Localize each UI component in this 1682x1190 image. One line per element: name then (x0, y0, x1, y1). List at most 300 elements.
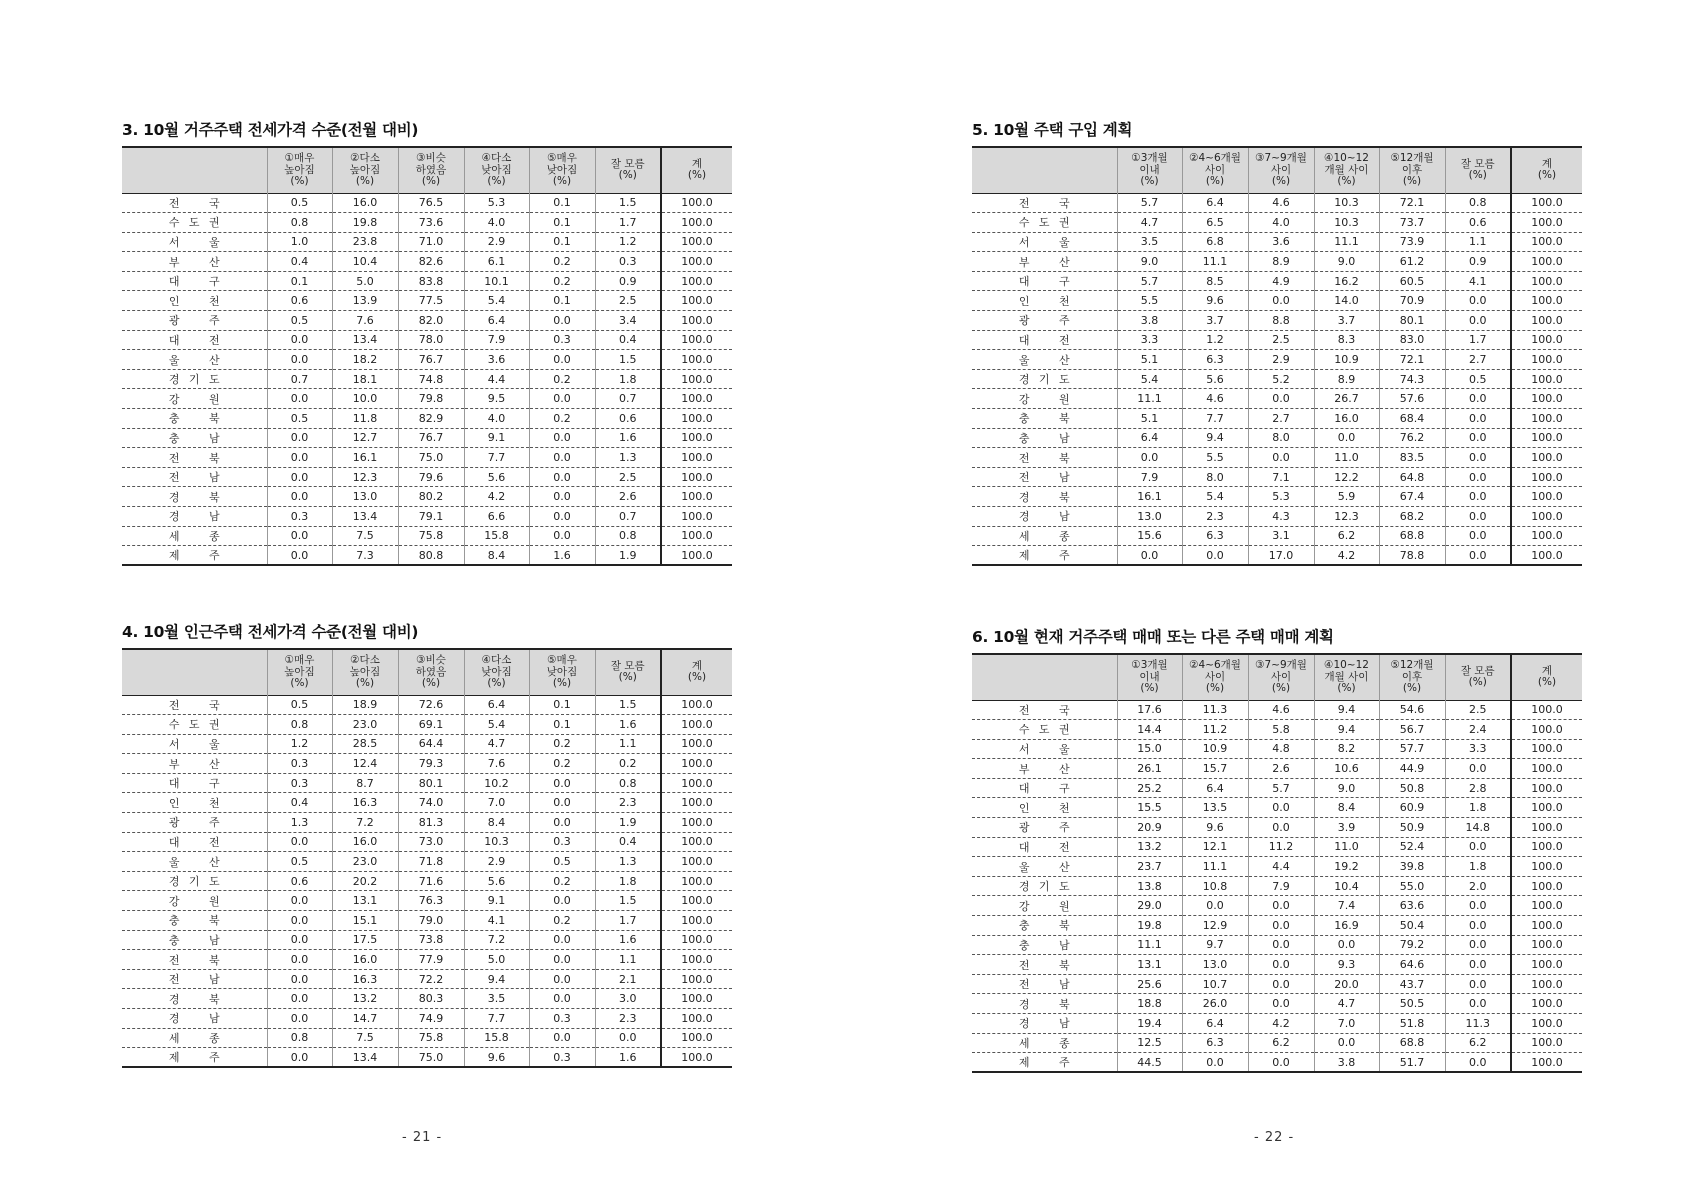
region-cell: 광 주 (972, 818, 1117, 838)
table-row (122, 852, 732, 872)
value-cell: 100.0 (661, 409, 732, 429)
region-cell: 강 원 (972, 896, 1117, 916)
value-cell: 0.0 (267, 448, 332, 468)
value-cell: 14.4 (1117, 720, 1182, 740)
region-cell: 서 울 (972, 232, 1117, 252)
value-cell: 83.5 (1379, 448, 1445, 468)
value-cell: 10.8 (1182, 876, 1248, 896)
value-cell: 0.0 (1445, 837, 1511, 857)
value-cell: 100.0 (1511, 955, 1582, 975)
value-cell: 100.0 (1511, 448, 1582, 468)
value-cell: 0.3 (267, 754, 332, 774)
value-cell: 76.7 (398, 350, 464, 370)
section-title: 6. 10월 현재 거주주택 매매 또는 다른 주택 매매 계획 (972, 628, 1334, 646)
header-cell: 잘 모름 (%) (1445, 147, 1511, 193)
value-cell: 17.0 (1248, 546, 1314, 566)
value-cell: 13.1 (332, 891, 398, 911)
region-cell: 전 남 (122, 969, 267, 989)
value-cell: 9.6 (1182, 818, 1248, 838)
value-cell: 79.3 (398, 754, 464, 774)
value-cell: 13.4 (332, 330, 398, 350)
value-cell: 8.8 (1248, 311, 1314, 331)
value-cell: 11.1 (1182, 857, 1248, 877)
value-cell: 10.9 (1182, 739, 1248, 759)
value-cell: 0.0 (1445, 526, 1511, 546)
value-cell: 6.6 (464, 507, 529, 527)
table-row (972, 330, 1582, 350)
value-cell: 10.4 (1314, 876, 1379, 896)
value-cell: 100.0 (661, 715, 732, 735)
header-cell: 잘 모름 (%) (595, 649, 661, 695)
value-cell: 0.4 (595, 832, 661, 852)
value-cell: 0.0 (1248, 389, 1314, 409)
value-cell: 15.6 (1117, 526, 1182, 546)
value-cell: 72.1 (1379, 350, 1445, 370)
value-cell: 0.0 (1445, 428, 1511, 448)
value-cell: 4.0 (1248, 213, 1314, 233)
value-cell: 76.5 (398, 193, 464, 213)
value-cell: 0.0 (1445, 467, 1511, 487)
value-cell: 1.6 (529, 546, 595, 566)
value-cell: 4.0 (464, 409, 529, 429)
value-cell: 23.0 (332, 715, 398, 735)
value-cell: 64.4 (398, 734, 464, 754)
region-cell: 전 북 (972, 448, 1117, 468)
value-cell: 0.0 (267, 350, 332, 370)
value-cell: 100.0 (661, 389, 732, 409)
value-cell: 0.0 (267, 389, 332, 409)
value-cell: 28.5 (332, 734, 398, 754)
region-cell: 세 종 (972, 1033, 1117, 1053)
value-cell: 9.3 (1314, 955, 1379, 975)
value-cell: 18.9 (332, 695, 398, 715)
value-cell: 7.2 (464, 930, 529, 950)
value-cell: 13.8 (1117, 876, 1182, 896)
value-cell: 100.0 (1511, 546, 1582, 566)
value-cell: 6.4 (1117, 428, 1182, 448)
value-cell: 3.6 (464, 350, 529, 370)
table-row (972, 1033, 1582, 1053)
header-cell: ②다소 높아짐 (%) (332, 147, 398, 193)
value-cell: 20.0 (1314, 974, 1379, 994)
value-cell: 67.4 (1379, 487, 1445, 507)
value-cell: 100.0 (1511, 857, 1582, 877)
table-row (972, 271, 1582, 291)
region-cell: 인 천 (972, 798, 1117, 818)
value-cell: 4.7 (464, 734, 529, 754)
value-cell: 17.6 (1117, 700, 1182, 720)
table-row (122, 291, 732, 311)
value-cell: 74.8 (398, 369, 464, 389)
table-row (972, 311, 1582, 331)
value-cell: 76.2 (1379, 428, 1445, 448)
value-cell: 4.1 (464, 911, 529, 931)
table-row (122, 1028, 732, 1048)
value-cell: 79.8 (398, 389, 464, 409)
region-cell: 충 북 (122, 409, 267, 429)
value-cell: 19.8 (332, 213, 398, 233)
value-cell: 1.2 (267, 734, 332, 754)
value-cell: 0.3 (529, 330, 595, 350)
table-row (972, 935, 1582, 955)
table-row (972, 487, 1582, 507)
value-cell: 3.3 (1117, 330, 1182, 350)
table-row (122, 271, 732, 291)
header-cell-region (122, 147, 267, 193)
value-cell: 0.0 (267, 526, 332, 546)
value-cell: 11.8 (332, 409, 398, 429)
value-cell: 5.4 (464, 715, 529, 735)
data-table (972, 146, 1582, 566)
value-cell: 5.3 (464, 193, 529, 213)
value-cell: 100.0 (661, 773, 732, 793)
value-cell: 0.7 (595, 507, 661, 527)
table-row (972, 526, 1582, 546)
value-cell: 100.0 (661, 487, 732, 507)
region-cell: 세 종 (122, 526, 267, 546)
value-cell: 100.0 (1511, 837, 1582, 857)
value-cell: 2.6 (1248, 759, 1314, 779)
value-cell: 100.0 (661, 969, 732, 989)
value-cell: 9.4 (464, 969, 529, 989)
value-cell: 13.4 (332, 507, 398, 527)
value-cell: 0.0 (529, 930, 595, 950)
value-cell: 82.9 (398, 409, 464, 429)
value-cell: 9.6 (464, 1048, 529, 1068)
value-cell: 2.5 (1445, 700, 1511, 720)
value-cell: 11.3 (1182, 700, 1248, 720)
region-cell: 대 전 (972, 330, 1117, 350)
value-cell: 7.1 (1248, 467, 1314, 487)
value-cell: 7.5 (332, 1028, 398, 1048)
table-row (122, 428, 732, 448)
value-cell: 0.0 (1445, 955, 1511, 975)
table-row (122, 232, 732, 252)
value-cell: 5.0 (332, 271, 398, 291)
value-cell: 0.0 (529, 891, 595, 911)
value-cell: 3.9 (1314, 818, 1379, 838)
table-row (122, 891, 732, 911)
value-cell: 0.0 (267, 487, 332, 507)
region-cell: 경 기 도 (122, 871, 267, 891)
region-cell: 강 원 (122, 389, 267, 409)
header-cell: 계 (%) (661, 649, 732, 695)
value-cell: 4.6 (1182, 389, 1248, 409)
region-cell: 부 산 (972, 252, 1117, 272)
value-cell: 5.0 (464, 950, 529, 970)
value-cell: 11.0 (1314, 837, 1379, 857)
table-row (122, 546, 732, 566)
value-cell: 4.8 (1248, 739, 1314, 759)
value-cell: 0.0 (1248, 935, 1314, 955)
value-cell: 75.0 (398, 1048, 464, 1068)
value-cell: 73.9 (1379, 232, 1445, 252)
value-cell: 82.6 (398, 252, 464, 272)
value-cell: 0.0 (267, 911, 332, 931)
value-cell: 19.4 (1117, 1014, 1182, 1034)
value-cell: 4.9 (1248, 271, 1314, 291)
value-cell: 12.4 (332, 754, 398, 774)
value-cell: 0.0 (1314, 935, 1379, 955)
value-cell: 16.0 (332, 832, 398, 852)
table-row (122, 369, 732, 389)
value-cell: 76.7 (398, 428, 464, 448)
value-cell: 0.0 (529, 969, 595, 989)
value-cell: 0.0 (1248, 955, 1314, 975)
value-cell: 10.2 (464, 773, 529, 793)
region-cell: 울 산 (972, 857, 1117, 877)
table-row (122, 734, 732, 754)
value-cell: 7.7 (464, 448, 529, 468)
value-cell: 0.1 (529, 193, 595, 213)
value-cell: 5.7 (1117, 193, 1182, 213)
value-cell: 0.0 (529, 1028, 595, 1048)
table-row (122, 989, 732, 1009)
value-cell: 12.3 (332, 467, 398, 487)
value-cell: 0.8 (595, 773, 661, 793)
table-row (972, 448, 1582, 468)
value-cell: 100.0 (1511, 271, 1582, 291)
value-cell: 0.5 (529, 852, 595, 872)
header-cell: ③비슷 하였음 (%) (398, 649, 464, 695)
value-cell: 1.6 (595, 428, 661, 448)
table-row (972, 974, 1582, 994)
value-cell: 15.0 (1117, 739, 1182, 759)
value-cell: 100.0 (1511, 720, 1582, 740)
value-cell: 75.8 (398, 1028, 464, 1048)
value-cell: 73.0 (398, 832, 464, 852)
value-cell: 2.7 (1445, 350, 1511, 370)
value-cell: 4.2 (1248, 1014, 1314, 1034)
value-cell: 7.3 (332, 546, 398, 566)
region-cell: 부 산 (972, 759, 1117, 779)
value-cell: 0.0 (1445, 759, 1511, 779)
region-cell: 수 도 권 (972, 720, 1117, 740)
value-cell: 4.2 (464, 487, 529, 507)
value-cell: 1.8 (1445, 857, 1511, 877)
value-cell: 0.0 (595, 1028, 661, 1048)
value-cell: 0.5 (267, 311, 332, 331)
value-cell: 7.2 (332, 813, 398, 833)
value-cell: 1.7 (1445, 330, 1511, 350)
value-cell: 3.6 (1248, 232, 1314, 252)
table-row (972, 428, 1582, 448)
value-cell: 100.0 (661, 526, 732, 546)
value-cell: 0.0 (1248, 291, 1314, 311)
value-cell: 100.0 (1511, 994, 1582, 1014)
value-cell: 1.8 (1445, 798, 1511, 818)
value-cell: 50.8 (1379, 778, 1445, 798)
region-cell: 제 주 (972, 546, 1117, 566)
region-cell: 광 주 (122, 813, 267, 833)
region-cell: 제 주 (122, 546, 267, 566)
value-cell: 20.2 (332, 871, 398, 891)
section-title: 4. 10월 인근주택 전세가격 수준(전월 대비) (122, 623, 419, 641)
value-cell: 0.0 (1445, 546, 1511, 566)
value-cell: 0.4 (267, 252, 332, 272)
value-cell: 8.9 (1314, 369, 1379, 389)
value-cell: 14.8 (1445, 818, 1511, 838)
region-cell: 경 북 (122, 487, 267, 507)
value-cell: 0.0 (1117, 448, 1182, 468)
value-cell: 6.4 (1182, 1014, 1248, 1034)
value-cell: 16.9 (1314, 916, 1379, 936)
value-cell: 100.0 (1511, 974, 1582, 994)
header-cell: ⑤12개월 이후 (%) (1379, 147, 1445, 193)
value-cell: 0.0 (1445, 916, 1511, 936)
value-cell: 5.3 (1248, 487, 1314, 507)
value-cell: 0.3 (529, 1009, 595, 1029)
value-cell: 0.0 (1248, 818, 1314, 838)
value-cell: 10.7 (1182, 974, 1248, 994)
value-cell: 100.0 (1511, 935, 1582, 955)
value-cell: 61.2 (1379, 252, 1445, 272)
value-cell: 0.0 (267, 930, 332, 950)
table-row (972, 193, 1582, 213)
table-row (122, 754, 732, 774)
value-cell: 1.3 (595, 852, 661, 872)
value-cell: 12.3 (1314, 507, 1379, 527)
value-cell: 100.0 (661, 428, 732, 448)
table-row (972, 291, 1582, 311)
value-cell: 12.1 (1182, 837, 1248, 857)
value-cell: 1.5 (595, 891, 661, 911)
value-cell: 51.7 (1379, 1053, 1445, 1073)
value-cell: 68.4 (1379, 409, 1445, 429)
value-cell: 50.9 (1379, 818, 1445, 838)
value-cell: 6.4 (1182, 193, 1248, 213)
value-cell: 7.4 (1314, 896, 1379, 916)
value-cell: 9.4 (1314, 720, 1379, 740)
table-row (122, 950, 732, 970)
table-row (122, 969, 732, 989)
value-cell: 0.7 (267, 369, 332, 389)
value-cell: 100.0 (1511, 311, 1582, 331)
value-cell: 100.0 (661, 369, 732, 389)
value-cell: 100.0 (1511, 213, 1582, 233)
value-cell: 11.3 (1445, 1014, 1511, 1034)
value-cell: 0.2 (529, 252, 595, 272)
header-cell-region (972, 147, 1117, 193)
value-cell: 0.0 (529, 448, 595, 468)
region-cell: 강 원 (122, 891, 267, 911)
value-cell: 100.0 (661, 271, 732, 291)
region-cell: 서 울 (122, 734, 267, 754)
value-cell: 1.9 (595, 813, 661, 833)
value-cell: 4.2 (1314, 546, 1379, 566)
value-cell: 0.0 (1445, 896, 1511, 916)
value-cell: 54.6 (1379, 700, 1445, 720)
region-cell: 전 국 (122, 193, 267, 213)
table-row (972, 876, 1582, 896)
value-cell: 0.0 (1248, 448, 1314, 468)
region-cell: 충 북 (122, 911, 267, 931)
value-cell: 23.8 (332, 232, 398, 252)
value-cell: 100.0 (661, 193, 732, 213)
header-cell: 계 (%) (661, 147, 732, 193)
value-cell: 71.0 (398, 232, 464, 252)
value-cell: 76.3 (398, 891, 464, 911)
region-cell: 경 남 (122, 1009, 267, 1029)
table-row (122, 813, 732, 833)
region-cell: 부 산 (122, 252, 267, 272)
value-cell: 11.1 (1117, 935, 1182, 955)
value-cell: 0.3 (267, 773, 332, 793)
region-cell: 대 전 (972, 837, 1117, 857)
value-cell: 10.3 (1314, 213, 1379, 233)
value-cell: 10.4 (332, 252, 398, 272)
value-cell: 72.2 (398, 969, 464, 989)
value-cell: 2.3 (595, 793, 661, 813)
value-cell: 0.0 (267, 467, 332, 487)
value-cell: 0.0 (1248, 994, 1314, 1014)
value-cell: 100.0 (661, 1048, 732, 1068)
value-cell: 2.9 (464, 852, 529, 872)
table-row (122, 409, 732, 429)
header-cell: ⑤매우 낮아짐 (%) (529, 649, 595, 695)
value-cell: 80.3 (398, 989, 464, 1009)
value-cell: 10.0 (332, 389, 398, 409)
value-cell: 7.6 (464, 754, 529, 774)
value-cell: 6.3 (1182, 526, 1248, 546)
value-cell: 13.1 (1117, 955, 1182, 975)
value-cell: 0.0 (1182, 1053, 1248, 1073)
value-cell: 69.1 (398, 715, 464, 735)
value-cell: 26.1 (1117, 759, 1182, 779)
value-cell: 7.0 (1314, 1014, 1379, 1034)
value-cell: 0.3 (267, 507, 332, 527)
value-cell: 16.3 (332, 793, 398, 813)
value-cell: 2.8 (1445, 778, 1511, 798)
region-cell: 전 남 (122, 467, 267, 487)
value-cell: 100.0 (1511, 487, 1582, 507)
value-cell: 100.0 (661, 1028, 732, 1048)
value-cell: 73.7 (1379, 213, 1445, 233)
value-cell: 100.0 (661, 350, 732, 370)
region-cell: 전 북 (972, 955, 1117, 975)
value-cell: 2.5 (595, 291, 661, 311)
region-cell: 전 국 (972, 700, 1117, 720)
value-cell: 100.0 (1511, 507, 1582, 527)
value-cell: 0.0 (267, 1009, 332, 1029)
value-cell: 3.3 (1445, 739, 1511, 759)
value-cell: 0.0 (1314, 428, 1379, 448)
table-row (972, 720, 1582, 740)
region-cell: 전 남 (972, 467, 1117, 487)
value-cell: 100.0 (1511, 700, 1582, 720)
table-section-4 (122, 620, 732, 1080)
value-cell: 0.0 (267, 1048, 332, 1068)
value-cell: 1.5 (595, 695, 661, 715)
value-cell: 44.5 (1117, 1053, 1182, 1073)
value-cell: 0.5 (267, 409, 332, 429)
region-cell: 인 천 (122, 793, 267, 813)
region-cell: 인 천 (972, 291, 1117, 311)
value-cell: 17.5 (332, 930, 398, 950)
value-cell: 3.1 (1248, 526, 1314, 546)
value-cell: 50.4 (1379, 916, 1445, 936)
value-cell: 5.7 (1248, 778, 1314, 798)
value-cell: 16.0 (332, 193, 398, 213)
table-row (972, 857, 1582, 877)
value-cell: 79.6 (398, 467, 464, 487)
value-cell: 80.1 (398, 773, 464, 793)
value-cell: 100.0 (661, 832, 732, 852)
value-cell: 0.0 (1445, 389, 1511, 409)
value-cell: 1.8 (595, 871, 661, 891)
table-row (972, 409, 1582, 429)
section-title: 3. 10월 거주주택 전세가격 수준(전월 대비) (122, 121, 419, 139)
